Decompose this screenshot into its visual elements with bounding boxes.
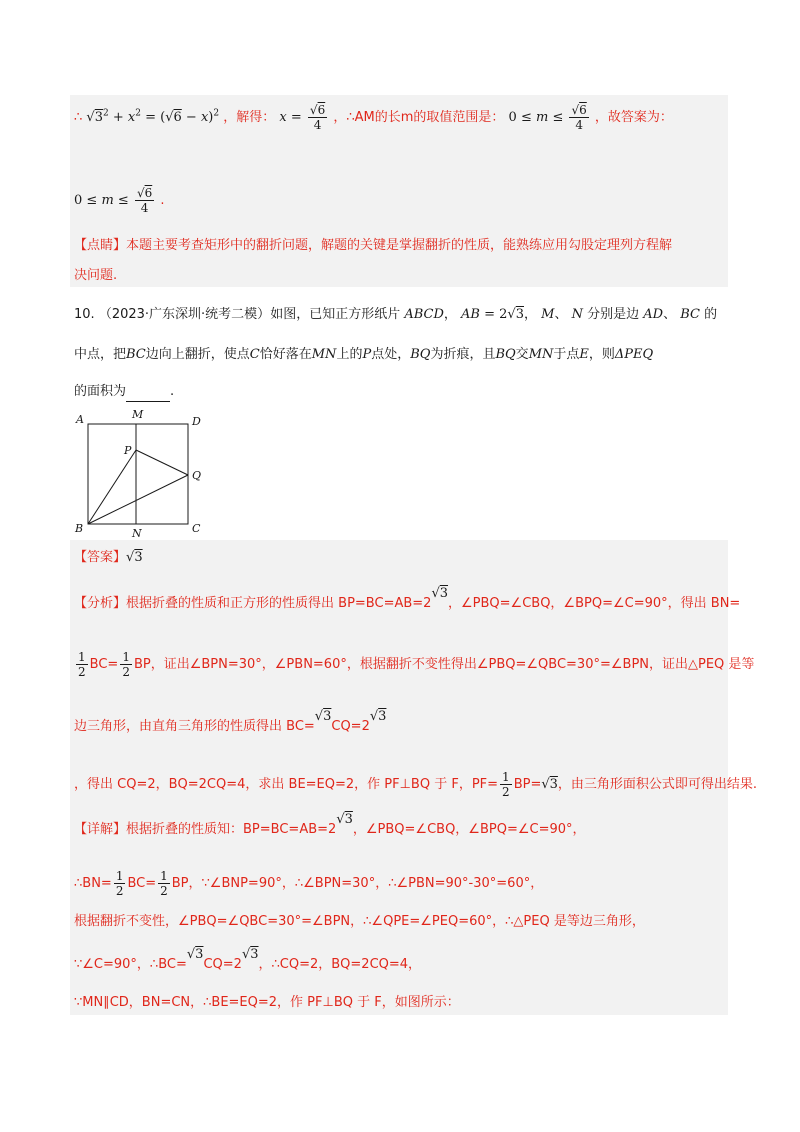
analysis-line-2: $\frac{1}{2}$ BC= $\frac{1}{2}$ BP，证出∠BPN=30°，∠PBN=60°，根据翻折不变性得出∠PBQ=∠QBC=30°=∠BPN，证出△PEQ 是等 <box>78 650 755 679</box>
label-q: Q <box>192 469 202 482</box>
problem-10-line-1: 10. （2023·广东深圳·统考二模）如图，已知正方形纸片 ABCD， AB = 2√3， M、 N 分别是边 AD、 BC 的 <box>74 307 718 322</box>
fraction-half: $\frac{1}{2}$ <box>502 770 510 799</box>
comment-tag: 【点睛】 <box>74 238 127 253</box>
problem-10-line-2: 中点，把BC边向上翻折，使点C恰好落在MN上的P点处，BQ为折痕，且BQ交MN于点E，则ΔPEQ <box>74 347 654 362</box>
fraction-half: $\frac{1}{2}$ <box>122 650 130 679</box>
pythagoras-equation: $√3^2 + x^2 = (√6 - x)^2$ <box>86 108 220 125</box>
analysis-line-4: ，得出 CQ=2，BQ=2CQ=4，求出 BE=EQ=2，作 PF⊥BQ 于 F，PF= $\frac{1}{2}$ BP=√3，由三角形面积公式即可得出结果. <box>74 770 758 799</box>
detail-line-1: 【详解】根据折叠的性质知：BP=BC=AB=2√3，∠PBQ=∠CBQ，∠BPQ=∠C=90°， <box>74 812 586 837</box>
square-abcd <box>88 424 188 524</box>
problem-10-line-3: 的面积为 . <box>74 382 174 402</box>
sqrt3-radical: √3 <box>186 947 204 962</box>
sqrt3-radical: √3 <box>241 947 259 962</box>
sqrt3-radical: √3 <box>336 812 353 827</box>
prev-solution-line-2: 0 ≤ m ≤ $\frac{√6}{4}$ . <box>74 186 165 215</box>
segment-bq <box>88 475 188 524</box>
answer-value: √3 <box>126 550 143 565</box>
answer-line <box>74 548 143 568</box>
segment-bp <box>88 450 136 524</box>
range-text: ，∴AM的长m的取值范围是： <box>333 110 505 125</box>
solve-text: ，解得： <box>223 110 276 125</box>
analysis-tag: 【分析】 <box>74 596 127 611</box>
m-range-2: 0 ≤ m ≤ $\frac{√6}{4}$ <box>74 186 153 215</box>
therefore-symbol: ∴ <box>74 110 83 125</box>
comment-line-2: 决问题. <box>74 268 118 283</box>
label-a: A <box>76 413 84 426</box>
answer-tag: 【答案】 <box>74 550 127 565</box>
label-p: P <box>124 444 132 457</box>
sqrt3-radical: √3 <box>314 709 332 724</box>
m-range-1: 0 ≤ m ≤ $\frac{√6}{4}$ <box>508 103 587 132</box>
label-d: D <box>192 415 201 428</box>
sqrt3-radical: √3 <box>431 586 449 601</box>
fraction-half: $\frac{1}{2}$ <box>78 650 86 679</box>
fraction-half: $\frac{1}{2}$ <box>115 869 124 898</box>
label-n: N <box>132 527 142 540</box>
comment-line-1: 【点睛】本题主要考查矩形中的翻折问题，解题的关键是掌握翻折的性质，能熟练应用勾股定理列方程解 <box>74 238 673 253</box>
detail-line-4: ∵∠C=90°，∴BC=√3CQ=2√3，∴CQ=2，BQ=2CQ=4， <box>74 947 422 972</box>
detail-line-3: 根据翻折不变性，∠PBQ=∠QBC=30°=∠BPN，∴∠QPE=∠PEQ=60°，∴△PEQ 是等边三角形， <box>74 914 645 929</box>
answer-lead: ，故答案为： <box>594 110 673 125</box>
analysis-line-1: 【分析】根据折叠的性质和正方形的性质得出 BP=BC=AB=2√3，∠PBQ=∠CBQ，∠BPQ=∠C=90°，得出 BN= <box>74 586 741 611</box>
detail-tag: 【详解】 <box>74 822 127 837</box>
sqrt3-radical: √3 <box>369 709 387 724</box>
ab-length: AB = 2√3 <box>461 307 524 322</box>
label-b: B <box>75 522 84 535</box>
segment-pq <box>136 450 188 475</box>
sqrt3-value: √3 <box>541 777 558 792</box>
x-solution: x = $\frac{√6}{4}$ <box>279 103 326 132</box>
prev-solution-line-1 <box>74 103 673 132</box>
analysis-line-3: 边三角形，由直角三角形的性质得出 BC=√3CQ=2√3 <box>74 709 387 734</box>
detail-line-2: ∴BN= $\frac{1}{2}$ BC= $\frac{1}{2}$ BP，∵∠BNP=90°，∴∠BPN=30°，∴∠PBN=90°-30°=60°， <box>74 869 544 898</box>
problem-number: 10. <box>74 307 95 322</box>
problem-source: （2023·广东深圳·统考二模） <box>98 307 271 322</box>
answer-blank <box>126 389 170 402</box>
detail-line-5: ∵MN∥CD，BN=CN，∴BE=EQ=2，作 PF⊥BQ 于 F，如图所示： <box>74 995 460 1010</box>
label-m: M <box>132 408 144 421</box>
label-c: C <box>192 522 201 535</box>
fraction-half: $\frac{1}{2}$ <box>160 869 168 898</box>
geometry-figure <box>72 408 212 540</box>
